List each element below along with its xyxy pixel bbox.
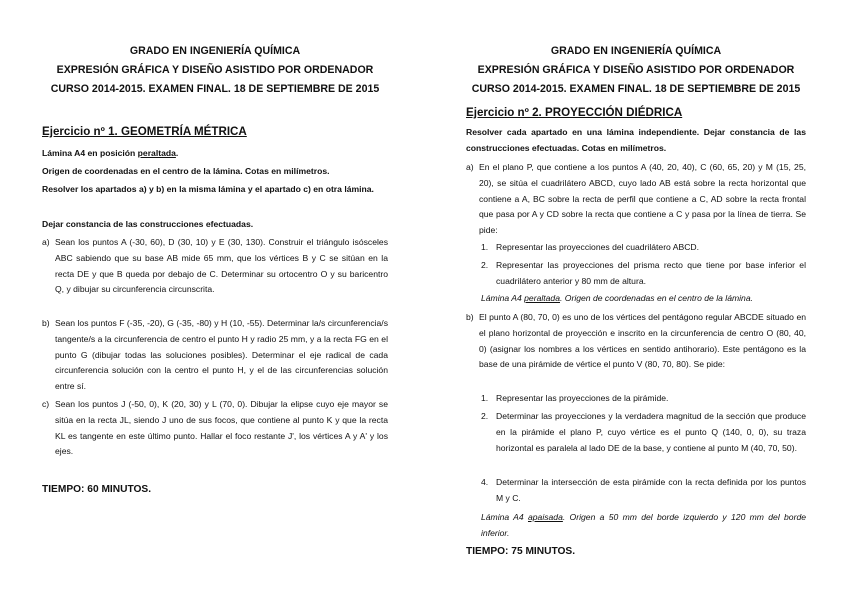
ex1-time: TIEMPO: 60 MINUTOS. — [42, 484, 152, 495]
ex2-item-b2: 2. Determinar las proyecciones y la verdadera magnitud de la sección que produce en la pirámide el plano P, cuyo vértice es el punto Q (140, 0, 0), su traza horizontal es paralela al lado DE de la base, y contiene al punto M (40, 70, 50). — [481, 411, 806, 453]
ex2-item-b: b) El punto A (80, 70, 0) es uno de los vértices del pentágono regular ABCDE situado en el plano horizontal de proyección e inscrito en la circunferencia de centro O (80, 40, 0) (asignar los nombres a los vértices en sentido antihorario). Este pentágono es la base de una pirámide de vértice el punto V (80, 70, 80). Se pide: — [466, 312, 806, 370]
header-exam-date: CURSO 2014-2015. EXAMEN FINAL. 18 DE SEPTIEMBRE DE 2015 — [471, 83, 801, 95]
ex2-item-b4: 4. Determinar la intersección de esta pirámide con la recta definida por los puntos M y C. — [481, 477, 806, 503]
ex1-item-b: b) Sean los puntos F (-35, -20), G (-35, -80) y H (10, -55). Determinar la/s circunferencia/s tangente/s a la circunferencia de centro el punto H y radio 25 mm, y a la recta FG en el punto G (dibujar todas las soluciones posibles). Determinar el eje radical de cada circunferencia solución con la centro el punto H, y el de las circunferencias solución entre sí. — [42, 318, 388, 392]
ex1-constructions: Dejar constancia de las construcciones efectuadas. — [42, 219, 254, 229]
ex2-item-a2: 2. Representar las proyecciones del prisma recto que tiene por base inferior el cuadrilátero anterior y 80 mm de altura. — [481, 260, 806, 286]
ex2-time: TIEMPO: 75 MINUTOS. — [466, 546, 576, 557]
exercise-1-title: Ejercicio nº 1. GEOMETRÍA MÉTRICA — [42, 125, 247, 138]
left-header — [42, 42, 388, 99]
exercise-2-title: Ejercicio nº 2. PROYECCIÓN DIÉDRICA — [466, 106, 683, 119]
ex2-a-sheet-note: Lámina A4 peraltada. Origen de coordenadas en el centro de la lámina. — [481, 293, 754, 303]
header-exam-date: CURSO 2014-2015. EXAMEN FINAL. 18 DE SEPTIEMBRE DE 2015 — [50, 83, 380, 95]
header-degree: GRADO EN INGENIERÍA QUÍMICA — [550, 45, 722, 57]
ex2-b-sheet-note: Lámina A4 apaisada. Origen a 50 mm del borde izquierdo y 120 mm del borde inferior. — [481, 512, 807, 538]
header-degree: GRADO EN INGENIERÍA QUÍMICA — [129, 45, 301, 57]
ex1-instructions: Resolver los apartados a) y b) en la misma lámina y el apartado c) en otra lámina. — [42, 184, 374, 194]
ex2-item-b1: 1. Representar las proyecciones de la pirámide. — [481, 393, 669, 403]
ex1-sheet-position: Lámina A4 en posición peraltada. — [42, 148, 179, 158]
ex1-origin: Origen de coordenadas en el centro de la lámina. Cotas en milímetros. — [42, 166, 330, 176]
ex2-item-a: a) En el plano P, que contiene a los puntos A (40, 20, 40), C (60, 65, 20) y M (15, 25, 20), se sitúa el cuadrilátero ABCD, cuyo lado AB está sobre la recta horizontal que contiene a A, BC sobre la recta de perfil que contiene a C, AD sobre la recta frontal que pasa por A y CD sobre la recta que contiene a C y pasa por la línea de tierra. Se pide: — [466, 162, 806, 236]
ex2-intro: Resolver cada apartado en una lámina independiente. Dejar constancia de las construcciones efectuadas. Cotas en milímetros. — [466, 127, 806, 153]
ex1-item-a: a) Sean los puntos A (-30, 60), D (30, 10) y E (30, 130). Construir el triángulo isósceles ABC sabiendo que su base AB mide 65 mm, que los vértices B y C se sitúan en la recta DE y que B queda por debajo de C. Determinar su ortocentro O y su baricentro Q, y dibujar su circunferencia circunscrita. — [42, 237, 388, 295]
header-course-name: EXPRESIÓN GRÁFICA Y DISEÑO ASISTIDO POR ORDENADOR — [56, 64, 374, 76]
right-header — [466, 42, 806, 99]
header-course-name: EXPRESIÓN GRÁFICA Y DISEÑO ASISTIDO POR ORDENADOR — [477, 64, 795, 76]
ex1-item-c: c) Sean los puntos J (-50, 0), K (20, 30) y L (70, 0). Dibujar la elipse cuyo eje mayor se sitúa en la recta JL, siendo J uno de sus focos, que contiene al punto K y que la recta KL es tangente en este último punto. Hallar el foco restante J', los vértices A y A' y los ejes. — [42, 399, 388, 457]
ex2-item-a1: 1. Representar las proyecciones del cuadrilátero ABCD. — [481, 242, 700, 252]
